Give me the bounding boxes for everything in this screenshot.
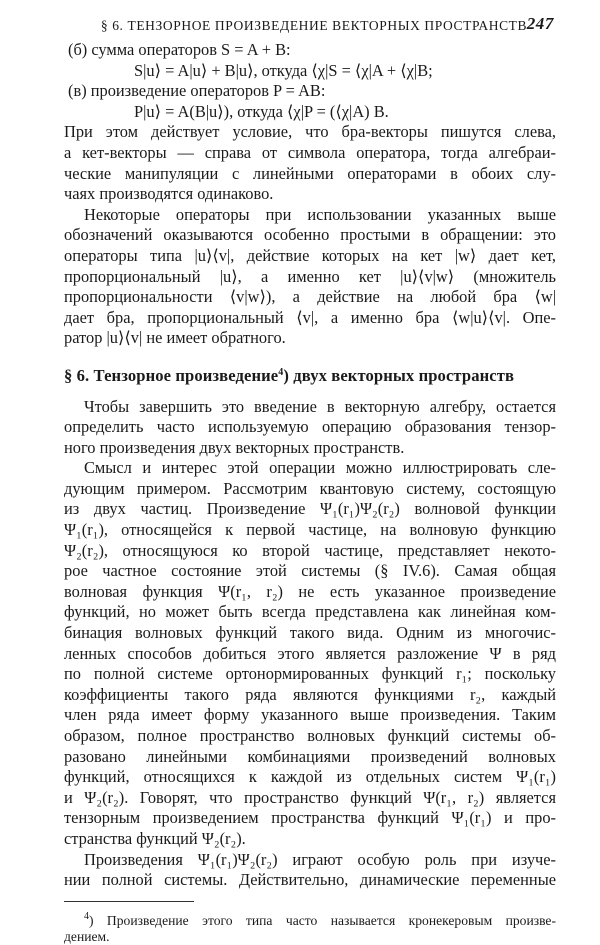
text-line: из двух частиц. Произведение Ψ₁(r₁)Ψ₂(r₂) волновой функции xyxy=(64,499,556,519)
text-line: функций, относящихся к каждой из отдельных систем Ψ₁(r₁) xyxy=(64,767,556,787)
text-line: определить часто используемую операцию образования тензор- xyxy=(64,417,556,437)
text-line: Некоторые операторы при использовании указанных выше xyxy=(84,204,556,224)
text-line: тензорным произведением пространства функций Ψ₁(r₁) и про- xyxy=(64,808,556,828)
section-title-rest: ) двух векторных пространств xyxy=(283,365,515,385)
text-line: функций, но может быть всегда представлена как линейная ком- xyxy=(64,602,556,622)
text-line: ного произведения двух векторных пространств. xyxy=(64,437,405,457)
text-line: ленных способов добиться этого является разложение Ψ в ряд xyxy=(64,643,556,663)
text-line: Смысл и интерес этой операции можно иллюстрировать сле- xyxy=(84,458,556,478)
text-line: и Ψ₂(r₂). Говорят, что пространство функций Ψ(r₁, r₂) является xyxy=(64,787,556,807)
text-line: странства функций Ψ₂(r₂). xyxy=(64,828,246,848)
text-line: дает бра, пропорциональный ⟨v|, а именно бра ⟨w|u⟩⟨v|. Опе- xyxy=(64,307,556,327)
footnote-ref: 4 xyxy=(278,366,284,378)
text-line: обозначений оказываются особенно простыми в обращении: это xyxy=(64,225,556,245)
text-line: (б) сумма операторов S = A + B: xyxy=(68,40,291,59)
text-line: волновая функция Ψ(r₁, r₂) не есть указанное произведение xyxy=(64,581,556,601)
text-line: нии полной системы. Действительно, динамические переменные xyxy=(64,870,556,890)
text-line: Произведения Ψ₁(r₁)Ψ₂(r₂) играют особую роль при изуче- xyxy=(84,849,556,869)
text-line: пропорциональный |u⟩, а именно кет |u⟩⟨v|w⟩ (множитель xyxy=(64,266,556,286)
running-title: § 6. ТЕНЗОРНОЕ ПРОИЗВЕДЕНИЕ ВЕКТОРНЫХ ПРОСТРАНСТВ xyxy=(100,18,528,33)
text-line: рое частное состояние этой системы (§ IV.6). Самая общая xyxy=(64,561,556,581)
text-line: коэффициенты такого ряда являются функциями r₂, каждый xyxy=(64,684,556,704)
text-line: пропорциональности ⟨v|w⟩), а действие на любой бра ⟨w| xyxy=(64,287,556,307)
paragraph xyxy=(64,205,556,349)
text-line: ратор |u⟩⟨v| не имеет обратного. xyxy=(64,328,286,348)
text-line: (в) произведение операторов P = AB: xyxy=(68,81,326,101)
text-line: ческие манипуляции с линейными операторами в обоих слу- xyxy=(64,163,556,183)
text-line: чаях производятся одинаково. xyxy=(64,184,274,204)
footnote-line xyxy=(64,908,556,929)
text-line: образом, полное пространство волновых функций системы об- xyxy=(64,726,556,745)
text-line: по полной системе ортонормированных функций r₁; поскольку xyxy=(64,664,556,684)
paragraph xyxy=(64,397,556,459)
footnote-rule xyxy=(64,901,194,902)
text-line: Чтобы завершить это введение в векторную алгебру, остается xyxy=(84,396,556,416)
text-line: Ψ₁(r₁), относящейся к первой частице, на волновую функцию xyxy=(64,520,556,540)
equation-line: S|u⟩ = A|u⟩ + B|u⟩, откуда ⟨χ|S = ⟨χ|A + ⟨χ|B; xyxy=(134,60,433,80)
text-line: При этом действует условие, что бра-векторы пишутся слева, xyxy=(64,122,556,142)
footnote xyxy=(64,908,556,945)
running-head xyxy=(64,14,556,40)
text-line: дующим примером. Рассмотрим квантовую систему, состоящую xyxy=(64,478,556,498)
section-title: § 6. Тензорное произведение xyxy=(64,365,279,385)
text-line: Ψ₂(r₂), относящуюся ко второй частице, представляет некото- xyxy=(64,540,556,560)
text-line: бинация волновых функций такого вида. Одним из многочис- xyxy=(64,623,556,643)
text-line: а кет-векторы — справа от символа оператора, тогда алгебраи- xyxy=(64,142,556,162)
paragraph xyxy=(64,458,556,849)
section-heading xyxy=(64,363,556,387)
footnote-line: дением. xyxy=(64,929,110,945)
text-line: член ряда имеет форму указанного выше произведения. Таким xyxy=(64,705,556,725)
main-text xyxy=(64,40,556,891)
equation-line: P|u⟩ = A(B|u⟩), откуда ⟨χ|P = (⟨χ|A) B. xyxy=(134,101,389,121)
footnote-text: ) Произведение этого типа часто называется кронекеровым произве- xyxy=(89,912,556,928)
paragraph xyxy=(64,122,556,204)
page-number: 247 xyxy=(526,14,554,33)
text-line: разовано линейными комбинациями произведений волновых xyxy=(64,746,556,766)
footnote-marker: 4 xyxy=(84,910,89,922)
text-line: операторы типа |u⟩⟨v|, действие которых на кет |w⟩ дает кет, xyxy=(64,245,556,265)
paragraph xyxy=(64,850,556,891)
